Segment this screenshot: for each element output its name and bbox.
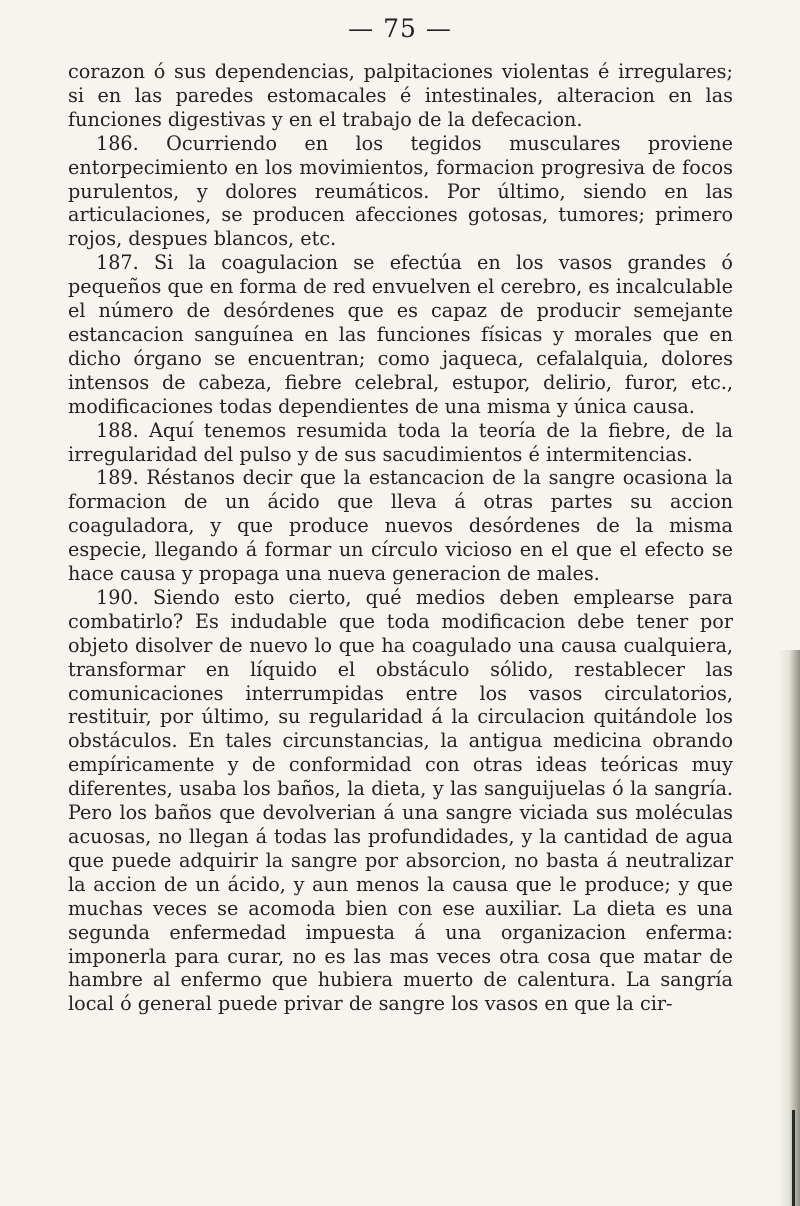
paragraph-continuation: corazon ó sus dependencias, palpitaciones violentas é irregulares; si en las paredes estomacales é intestinales, alteracion en las funciones digestivas y en el trabajo de la defecacion. — [68, 60, 733, 131]
body-text — [68, 60, 733, 1016]
page-edge-line — [792, 1110, 795, 1206]
paragraph-187: 187. Si la coagulacion se efectúa en los vasos grandes ó pequeños que en forma de red envuelven el cerebro, es incalculable el número de desórdenes que es capaz de producir semejante estancacion sanguínea en las funciones físicas y morales que en dicho órgano se encuentran; como jaqueca, cefalalquia, dolores intensos de cabeza, fiebre celebral, estupor, delirio, furor, etc., modificaciones todas dependientes de una misma y única causa. — [68, 251, 733, 418]
paragraph-188: 188. Aquí tenemos resumida toda la teoría de la fiebre, de la irregularidad del pulso y de sus sacudimientos é intermitencias. — [68, 418, 733, 466]
paragraph-186: 186. Ocurriendo en los tegidos musculares proviene entorpecimiento en los movimientos, formacion progresiva de focos purulentos, y dolores reumáticos. Por último, siendo en las articulaciones, se producen afecciones gotosas, tumores; primero rojos, despues blancos, etc. — [68, 131, 733, 251]
page-number: — 75 — — [348, 14, 452, 43]
paragraph-190: 190. Siendo esto cierto, qué medios deben emplearse para combatirlo? Es indudable que toda modificacion debe tener por objeto disolver de nuevo lo que ha coagulado una causa cualquiera, transformar en líquido el obstáculo sólido, restablecer las comunicaciones interrumpidas entre los vasos circulatorios, restituir, por último, su regularidad á la circulacion quitándole los obstáculos. En tales circunstancias, la antigua medicina obrando empíricamente y de conformidad con otras ideas teóricas muy diferentes, usaba los baños, la dieta, y las sanguijuelas ó la sangría. Pero los baños que devolverian á una sangre viciada sus moléculas acuosas, no llegan á todas las profundidades, y la cantidad de agua que puede adquirir la sangre por absorcion, no basta á neutralizar la accion de un ácido, y aun menos la causa que le produce; y que muchas veces se acomoda bien con ese auxiliar. La dieta es una segunda enfermedad impuesta á una organizacion enferma: imponerla para curar, no es las mas veces otra cosa que matar de hambre al enfermo que hubiera muerto de calentura. La sangría local ó general puede privar de sangre los vasos en que la cir- — [68, 585, 733, 1016]
paragraph-189: 189. Réstanos decir que la estancacion de la sangre ocasiona la formacion de un ácido que lleva á otras partes su accion coaguladora, y que produce nuevos desórdenes de la misma especie, llegando á formar un círculo vicioso en el que el efecto se hace causa y propaga una nueva generacion de males. — [68, 466, 733, 586]
page-edge-shadow — [778, 650, 800, 1206]
